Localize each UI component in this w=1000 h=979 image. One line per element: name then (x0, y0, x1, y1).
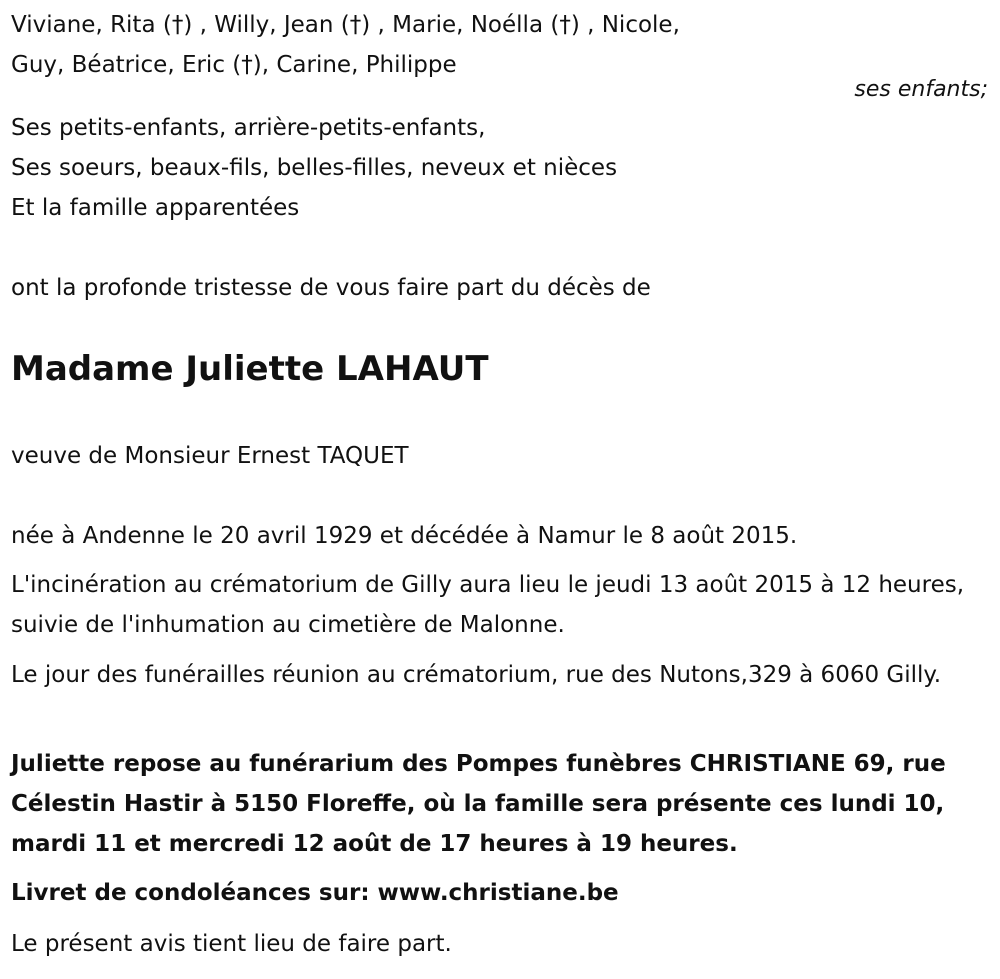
family-line-1: Ses petits-enfants, arrière-petits-enfants, (11, 115, 486, 141)
children-line-2: Guy, Béatrice, Eric (†), Carine, Philippe (11, 52, 457, 78)
deceased-name: Madame Juliette LAHAUT (11, 349, 489, 389)
announcement-text: ont la profonde tristesse de vous faire part du décès de (11, 275, 651, 301)
birth-death-text: née à Andenne le 20 avril 1929 et décédée à Namur le 8 août 2015. (11, 523, 798, 549)
spouse-text: veuve de Monsieur Ernest TAQUET (11, 443, 409, 469)
family-line-3: Et la famille apparentées (11, 195, 300, 221)
notice-text: Le présent avis tient lieu de faire part. (11, 931, 452, 957)
condolences-text: Livret de condoléances sur: www.christiane.be (11, 880, 619, 906)
gathering-text: Le jour des funérailles réunion au crématorium, rue des Nutons,329 à 6060 Gilly. (11, 662, 942, 688)
children-role-label: ses enfants; (854, 77, 988, 102)
children-line-1: Viviane, Rita (†) , Willy, Jean (†) , Marie, Noélla (†) , Nicole, (11, 12, 680, 38)
cremation-text: L'incinération au crématorium de Gilly aura lieu le jeudi 13 août 2015 à 12 heures, suivie de l'inhumation au cimetière de Malonne. (11, 572, 965, 638)
viewing-text: Juliette repose au funérarium des Pompes funèbres CHRISTIANE 69, rue Célestin Hastir à 5150 Floreffe, où la famille sera présente ces lundi 10, mardi 11 et mercredi 12 août de 17 heures à 19 heures. (11, 751, 946, 857)
family-line-2: Ses soeurs, beaux-fils, belles-filles, neveux et nièces (11, 155, 618, 181)
